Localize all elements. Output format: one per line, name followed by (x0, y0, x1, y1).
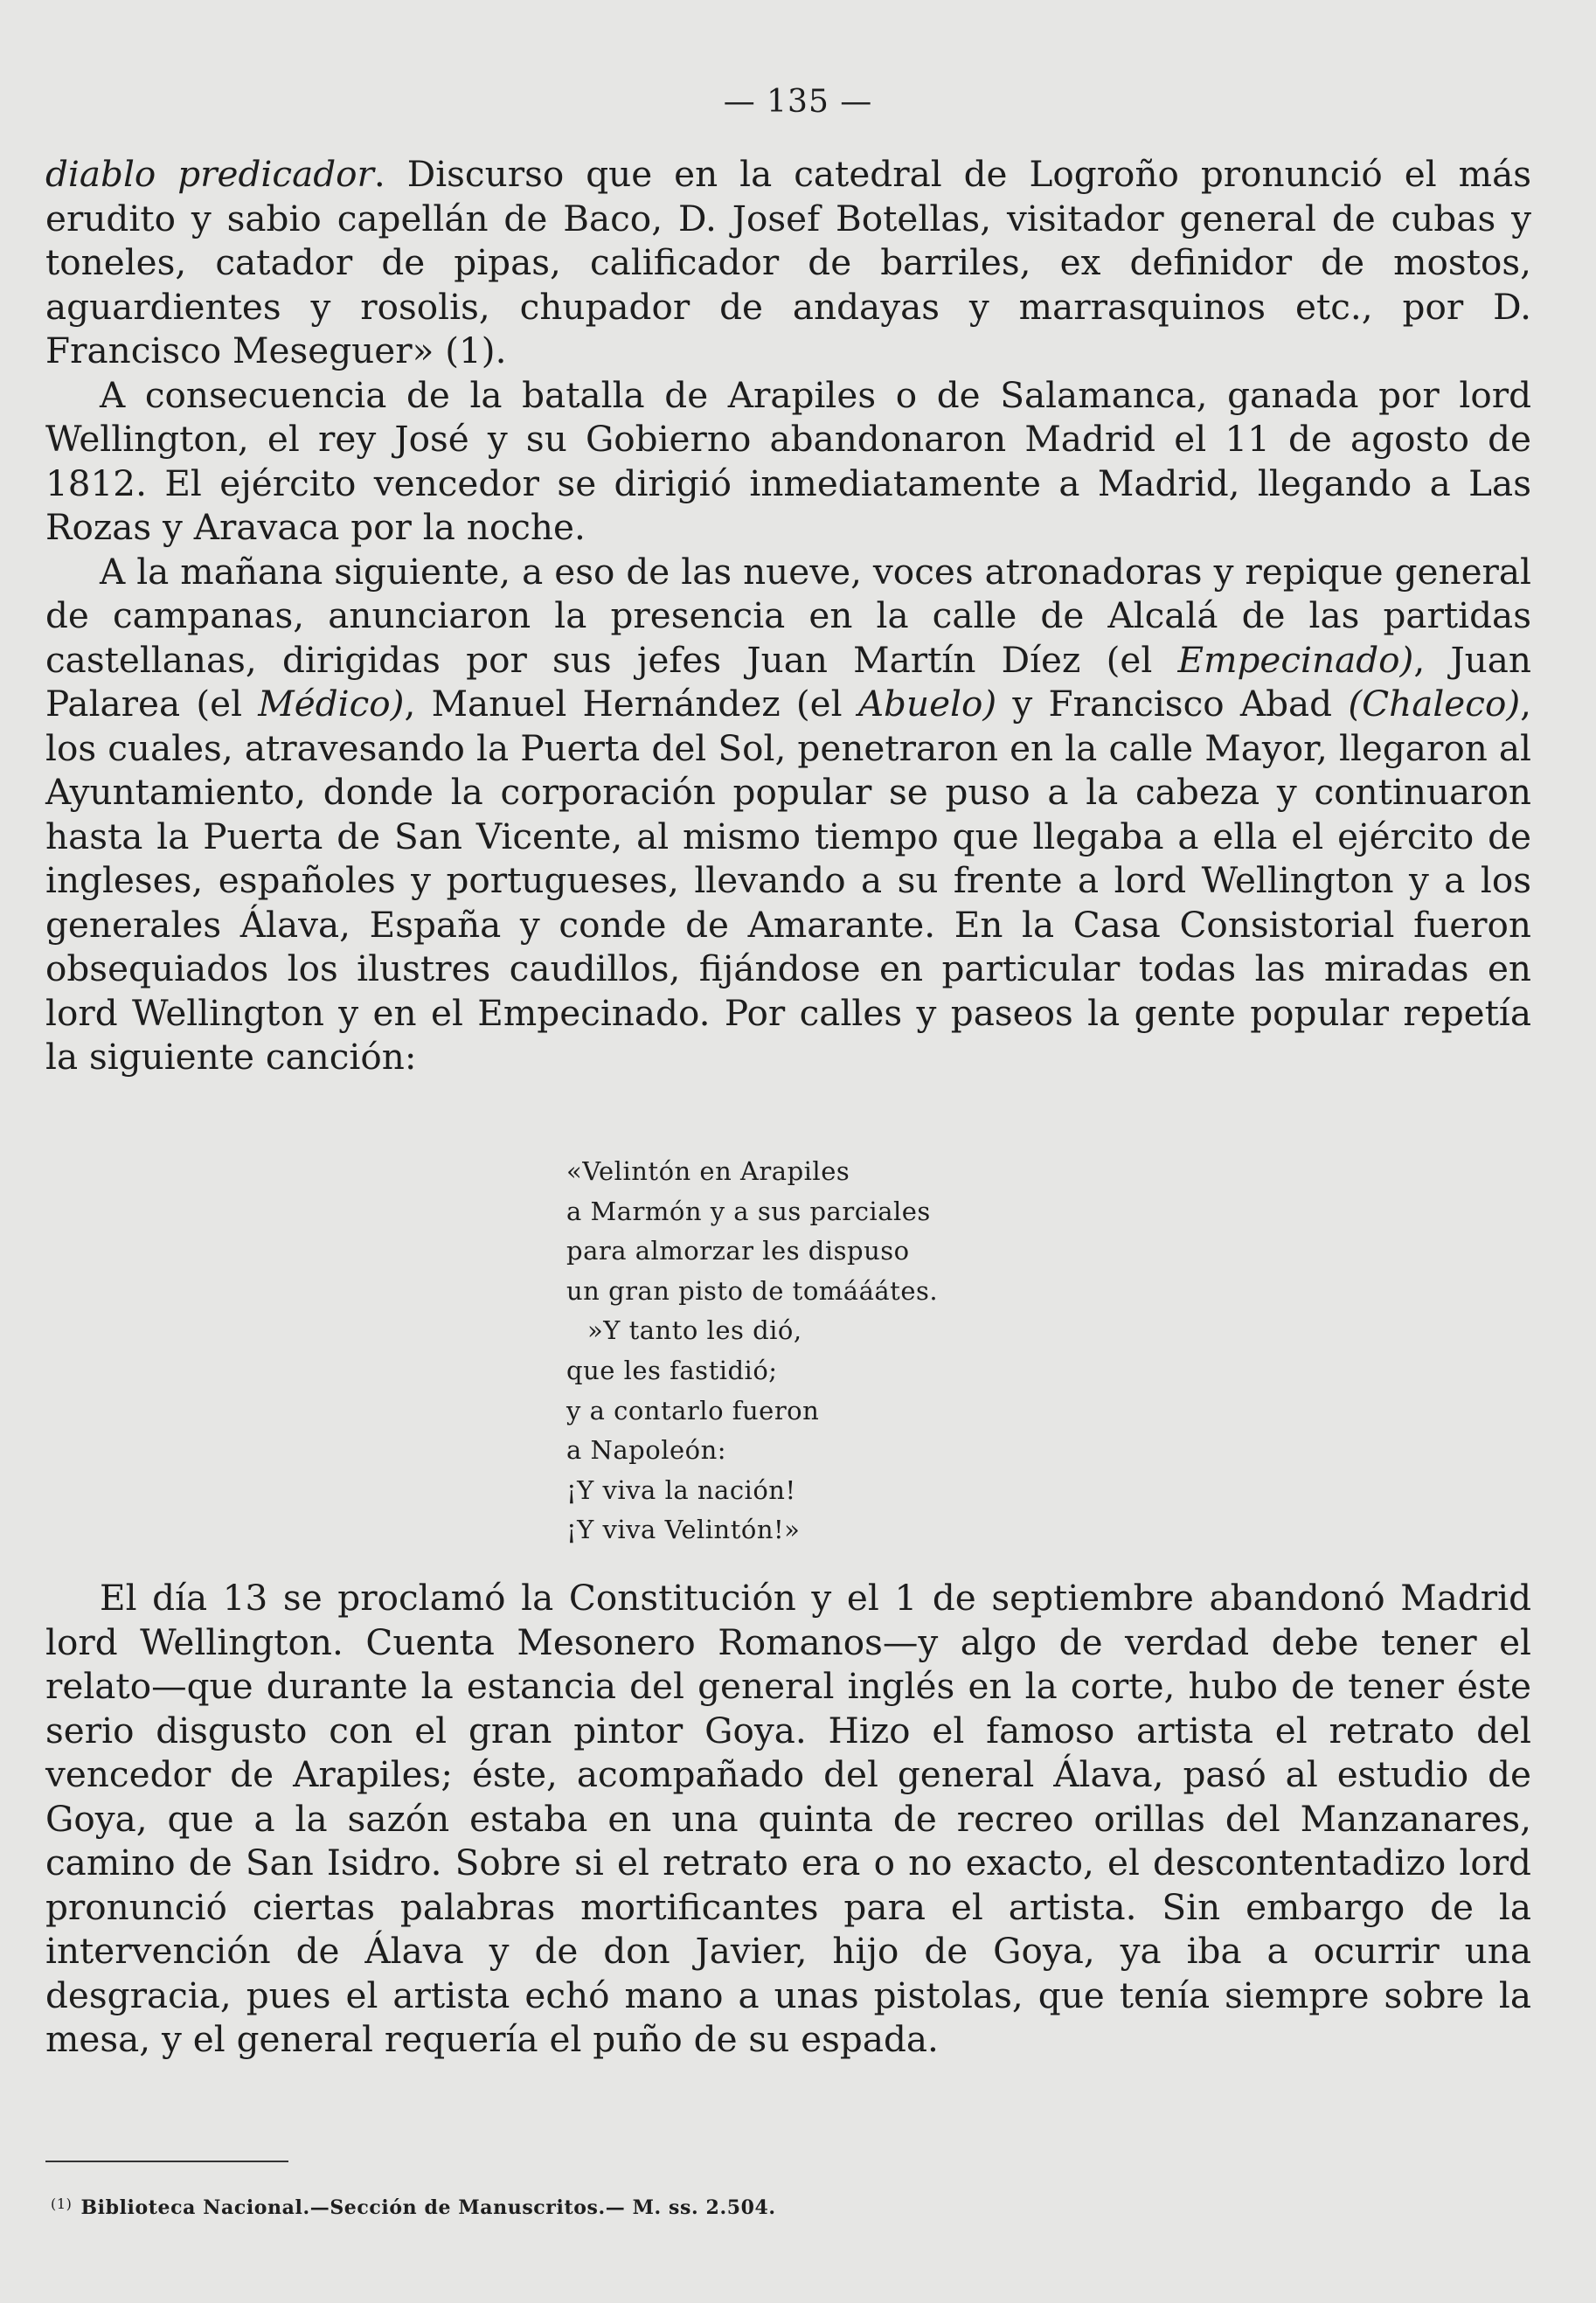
main-text-lower (45, 1576, 1531, 2062)
verse-line: »Y tanto les dió, (587, 1315, 802, 1346)
verse-line: para almorzar les dispuso (566, 1236, 910, 1266)
verse-line: a Marmón y a sus parciales (566, 1196, 931, 1226)
text-run: , Manuel Hernández (el (404, 683, 858, 725)
paragraph-continuation (45, 152, 1531, 373)
footnote (51, 2195, 776, 2219)
song-verse (566, 1152, 938, 1550)
text-run: A la mañana siguiente, a eso de las nueve, voces atronadoras y repique general de campanas, anunciaron la presencia en la calle de Alcalá de las partidas castellanas, dirigidas por sus jefes Juan Martín Díez (el (45, 550, 1531, 681)
italic-medico: Médico) (258, 683, 405, 725)
text-run: y Francisco Abad (996, 683, 1349, 725)
verse-line: a Napoleón: (566, 1435, 727, 1466)
verse-line: que les fastidió; (566, 1355, 778, 1385)
paragraph-arapiles: A consecuencia de la batalla de Arapiles o de Salamanca, ganada por lord Wellington, el rey José y su Gobierno abandonaron Madrid el 11 de agosto de 1812. El ejército vencedor se dirigió inmediatamente a Madrid, llegando a Las Rozas y Aravaca por la noche. (45, 373, 1531, 548)
verse-line: un gran pisto de tomááátes. (566, 1275, 939, 1306)
footnote-text: Biblioteca Nacional.—Sección de Manuscritos.— M. ss. 2.504. (80, 2196, 776, 2219)
paragraph-text: . Discurso que en la catedral de Logroño pronunció el más erudito y sabio capellán de Baco, D. Josef Botellas, visitador general de cubas y toneles, catador de pipas, calificador de barriles, ex definidor de mostos, aguardientes y rosolis, chupador de andayas y marrasquinos etc., por D. Francisco Meseguer» (1). (45, 153, 1531, 371)
page-number: — 135 — (723, 84, 873, 120)
text-run: , los cuales, atravesando la Puerta del Sol, penetraron en la calle Mayor, llegaron al Ayuntamiento, donde la corporación popular se puso a la cabeza y continuaron hasta la Puerta de San Vicente, al mismo tiempo que llegaba a ella el ejército de ingleses, españoles y portugueses, llevando a su frente a lord Wellington y a los generales Álava, España y conde de Amarante. En la Casa Consistorial fueron obsequiados los ilustres caudillos, fijándose en particular todas las miradas en lord Wellington y en el Empecinado. Por calles y paseos la gente popular repetía la siguiente canción: (45, 683, 1532, 1078)
paragraph-constitution: El día 13 se proclamó la Constitución y el 1 de septiembre abandonó Madrid lord Wellington. Cuenta Mesonero Romanos—y algo de verdad debe tener el relato—que durante la estancia del general inglés en la corte, hubo de tener éste serio disgusto con el gran pintor Goya. Hizo el famoso artista el retrato del vencedor de Arapiles; éste, acompañado del general Álava, pasó al estudio de Goya, que a la sazón estaba en una quinta de recreo orillas del Manzanares, camino de San Isidro. Sobre si el retrato era o no exacto, el descontentadizo lord pronunció ciertas palabras mortificantes para el artista. Sin embargo de la intervención de Álava y de don Javier, hijo de Goya, ya iba a ocurrir una desgracia, pues el artista echó mano a unas pistolas, que tenía siempre sobre la mesa, y el general requería el puño de su espada. (45, 1577, 1531, 2060)
verse-line: ¡Y viva Velintón!» (566, 1515, 801, 1545)
main-text-upper (45, 152, 1531, 1079)
verse-line: «Velintón en Arapiles (566, 1156, 850, 1186)
footnote-marker: (1) (51, 2195, 73, 2212)
footnote-divider (45, 2161, 288, 2162)
italic-empecinado: Empecinado) (1177, 638, 1414, 681)
verse-line: ¡Y viva la nación! (566, 1474, 796, 1505)
italic-lead: diablo predicador (45, 153, 374, 195)
verse-line: y a contarlo fueron (566, 1395, 820, 1426)
paragraph-morning (45, 550, 1531, 1079)
text-run: , Juan Palarea (el (45, 638, 1531, 725)
italic-chaleco: (Chaleco) (1348, 683, 1521, 725)
italic-abuelo: Abuelo) (857, 683, 997, 725)
